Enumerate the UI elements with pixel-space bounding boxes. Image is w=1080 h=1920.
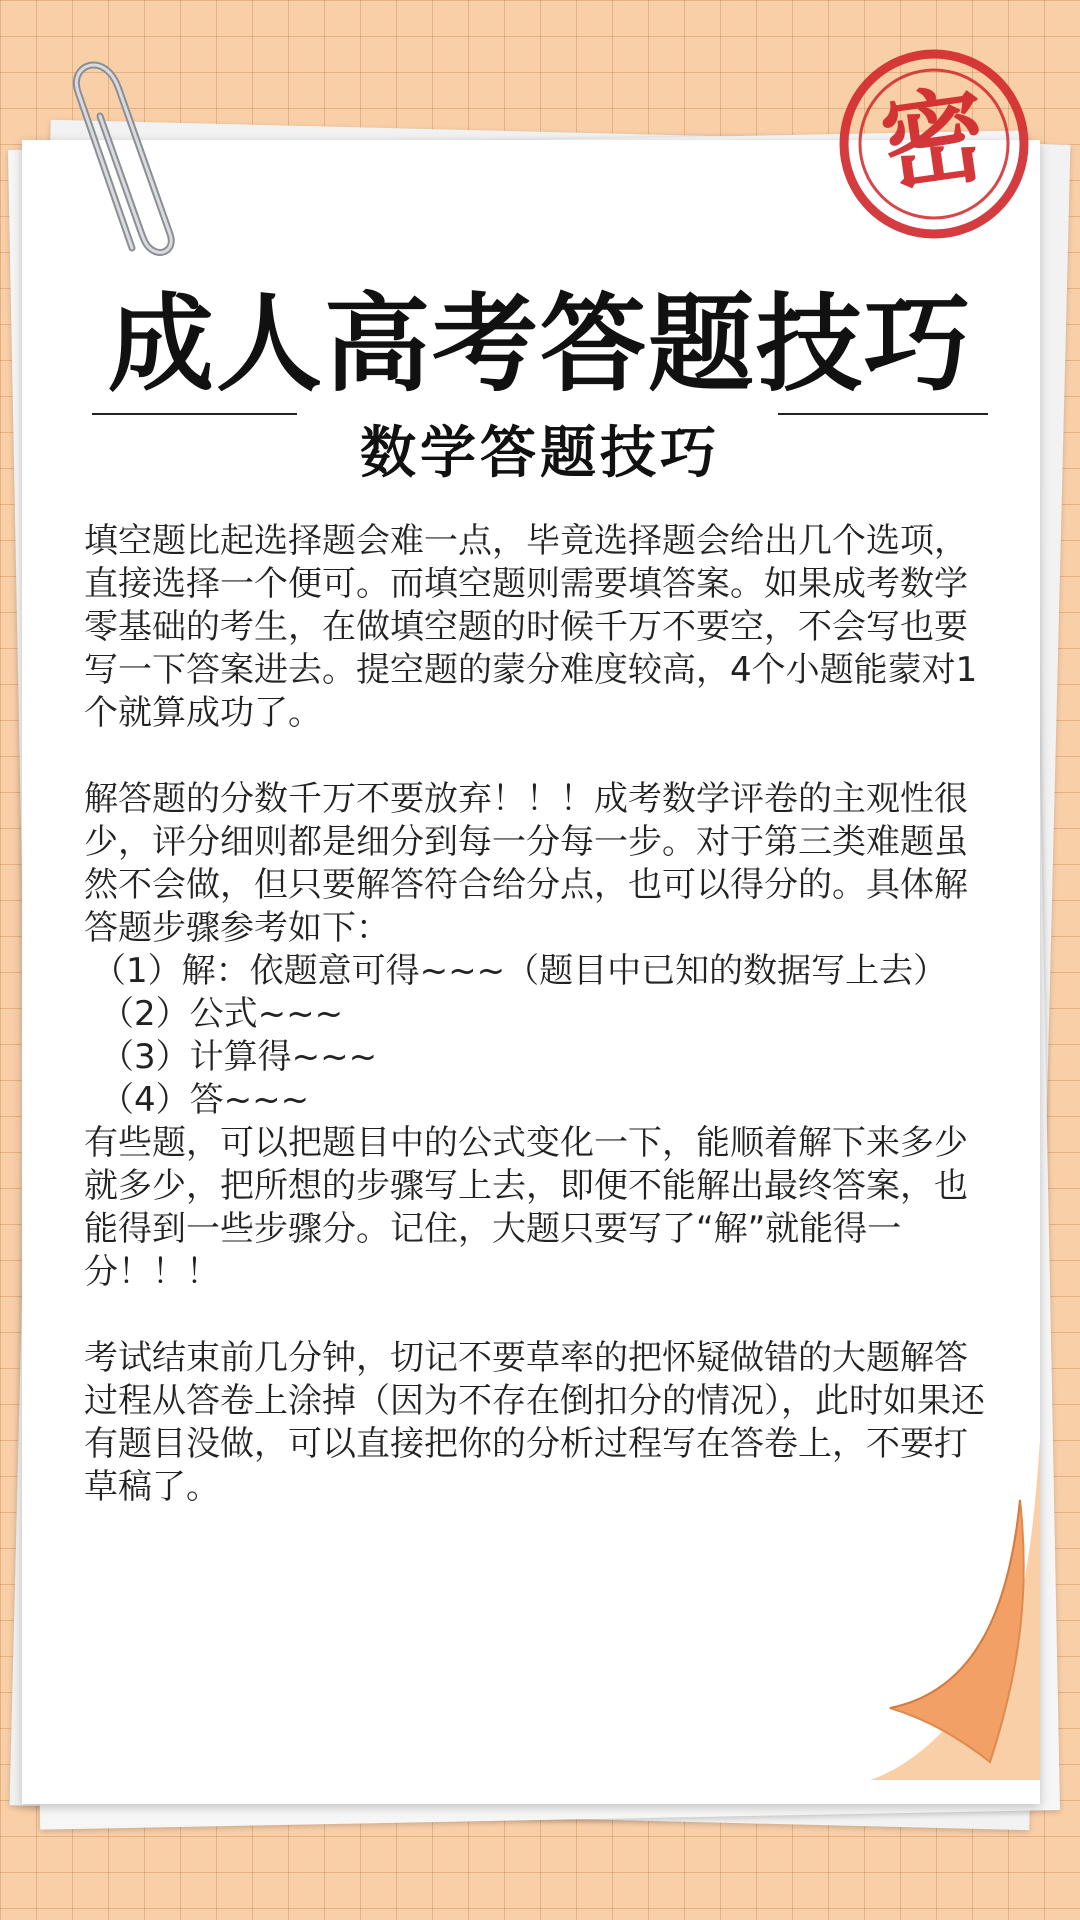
subtitle-rule-right [778,413,988,415]
answer-steps-list [84,950,996,1122]
page-subtitle: 数学答题技巧 [360,421,720,486]
answer-step: （4）答~~~ [100,1080,310,1120]
paragraph-gap [84,1294,996,1337]
paragraph-partial-credit: 有些题，可以把题目中的公式变化一下，能顺着解下来多少就多少，把所想的步骤写上去，即便不能解出最终答案，也能得到一些步骤分。记住，大题只要写了“解”就能得一分！！！ [84,1123,968,1292]
subtitle-rule-left [92,413,297,415]
answer-step: （2）公式~~~ [100,994,344,1034]
stamp-character: 密 [874,72,994,208]
article-body [84,520,996,1509]
confidential-stamp [836,46,1032,242]
page-title: 成人高考答题技巧 [108,283,972,406]
paragraph-gap [84,735,996,778]
answer-step: （1）解：依题意可得~~~（题目中已知的数据写上去） [92,951,948,991]
paragraph-answer-questions: 解答题的分数千万不要放弃！！！成考数学评卷的主观性很少，评分细则都是细分到每一分每一步。对于第三类难题虽然不会做，但只要解答符合给分点，也可以得分的。具体解答题步骤参考如下： [84,779,968,948]
answer-step: （3）计算得~~~ [100,1037,378,1077]
paragraph-fill-in-blank: 填空题比起选择题会难一点，毕竟选择题会给出几个选项，直接选择一个便可。而填空题则需要填答案。如果成考数学零基础的考生，在做填空题的时候千万不要空，不会写也要写一下答案进去。提空题的蒙分难度较高，4个小题能蒙对1个就算成功了。 [84,521,978,733]
page-curl [870,1440,1040,1780]
paragraph-exam-end: 考试结束前几分钟，切记不要草率的把怀疑做错的大题解答过程从答卷上涂掉（因为不存在倒扣分的情况），此时如果还有题目没做，可以直接把你的分析过程写在答卷上，不要打草稿了。 [84,1338,985,1507]
paperclip-icon [62,58,212,258]
